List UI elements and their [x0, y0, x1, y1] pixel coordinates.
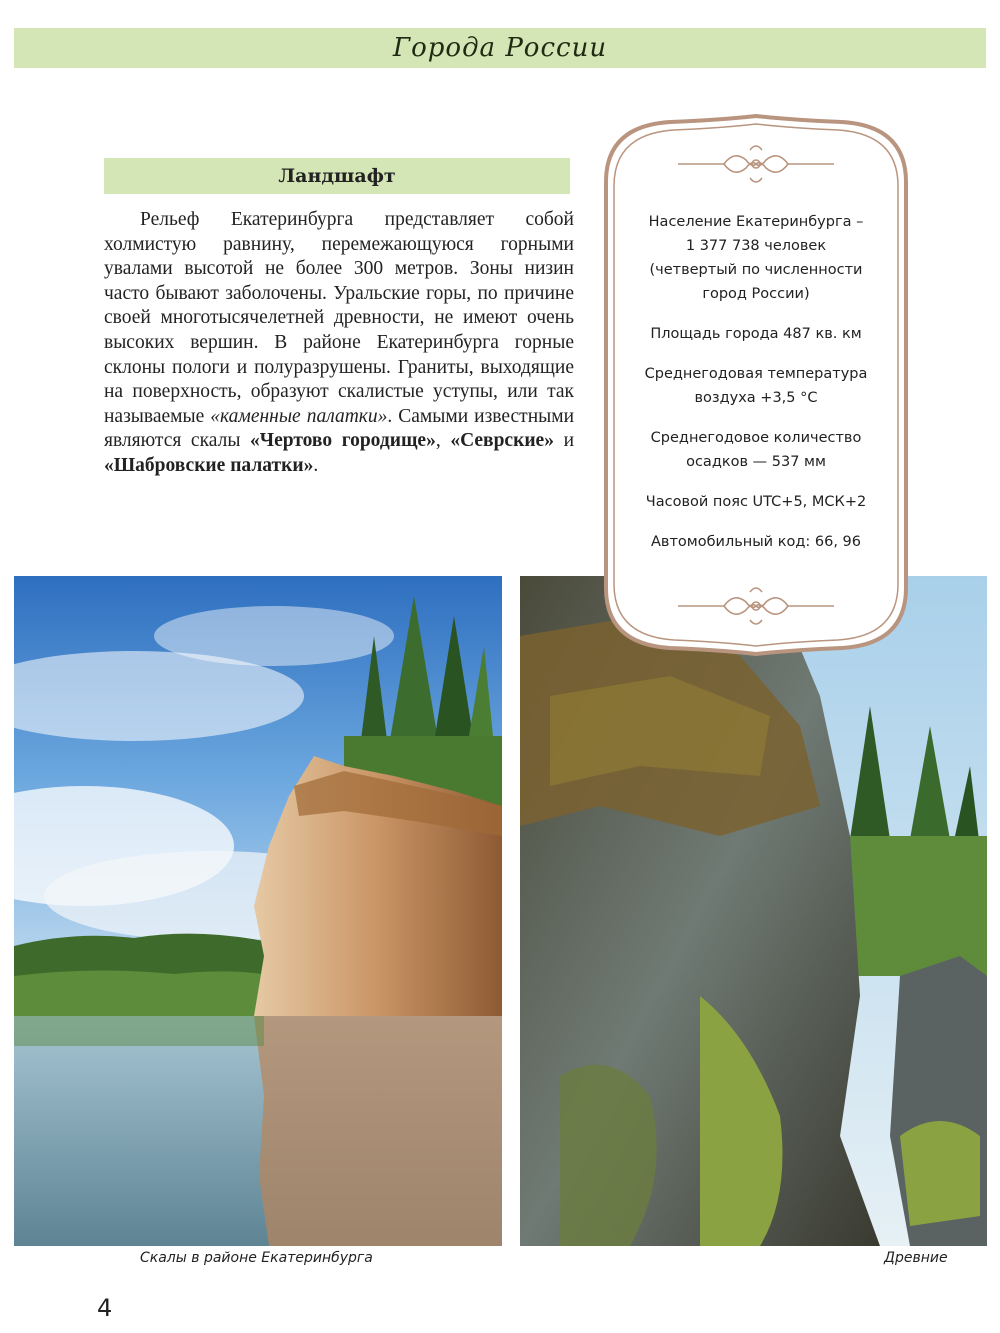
italic-term: «каменные палатки» — [210, 405, 388, 427]
population-line-3: (четвертый по численности — [649, 262, 863, 278]
body-paragraph — [104, 208, 574, 479]
info-temperature — [618, 362, 894, 410]
body-text-part1: Рельеф Екатеринбурга представляет собой холмистую равнину, перемежающуюся горными увалами высотой не более 300 метров. Зоны низин часто бывают заболочены. Уральские горы, по причине своей многотысячелетней древности, не имеют очень высоких вершин. В районе Екатеринбурга горные склоны пологи и полуразрушены. Граниты, выходящие на поверхность, образуют скалистые уступы, или так называемые — [104, 209, 574, 427]
section-band — [104, 158, 570, 194]
caption-right: Древние — [884, 1250, 948, 1266]
info-precipitation — [618, 426, 894, 474]
photo-rocks-near-ekaterinburg — [14, 576, 502, 1246]
conjunction: и — [563, 430, 575, 452]
running-header: Города России — [392, 33, 608, 63]
photo-ancient-gorge — [520, 576, 987, 1246]
section-title: Ландшафт — [278, 165, 396, 187]
separator: , — [435, 430, 441, 452]
rock-name-2: «Севрские» — [450, 430, 554, 452]
info-timezone: Часовой пояс UTC+5, МСК+2 — [645, 494, 867, 510]
info-population — [618, 210, 894, 306]
population-line-2: 1 377 738 человек — [685, 238, 827, 254]
temperature-line-1: Среднегодовая температура — [644, 366, 868, 382]
rock-name-3: «Шабровские палатки» — [104, 454, 314, 476]
rock-name-1: «Чертово городище» — [250, 430, 436, 452]
temperature-line-2: воздуха +3,5 °С — [694, 390, 818, 406]
info-area: Площадь города 487 кв. км — [650, 326, 862, 342]
sentence-end: . — [313, 454, 319, 476]
precipitation-line-1: Среднегодовое количество — [650, 430, 862, 446]
population-line-1: Население Екатеринбурга – — [648, 214, 864, 230]
page-number: 4 — [97, 1294, 113, 1322]
population-line-4: город России) — [702, 286, 810, 302]
precipitation-line-2: осадков — 537 мм — [686, 454, 826, 470]
body-text-part2: . Самыми известными являются скалы — [104, 405, 575, 452]
caption-left: Скалы в районе Екатеринбурга — [140, 1250, 373, 1266]
header-band — [14, 28, 986, 68]
info-car-code: Автомобильный код: 66, 96 — [650, 534, 861, 550]
info-box-content — [618, 210, 894, 570]
